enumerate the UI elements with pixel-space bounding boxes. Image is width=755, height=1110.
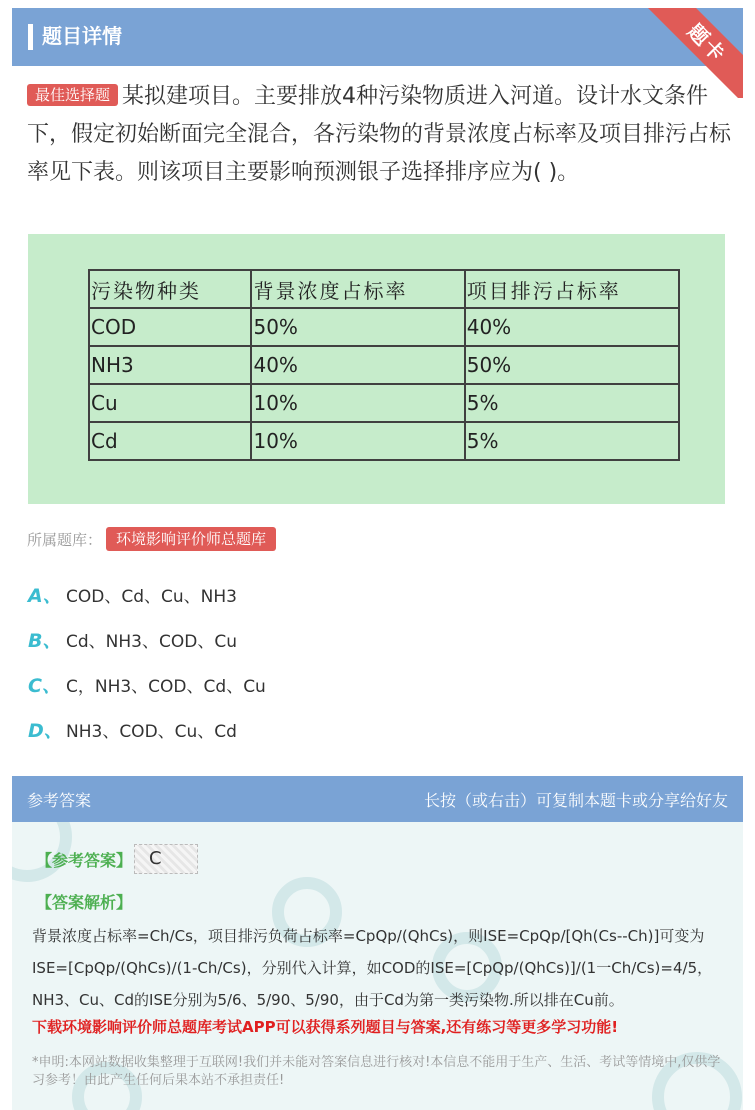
table-row [89,384,679,422]
answer-image [134,844,198,874]
page-header [12,8,743,66]
option-a[interactable] [28,579,237,609]
disclaimer-text: *申明:本网站数据收集整理于互联网!我们并未能对答案信息进行核对!本信息不能用于生产、生活、考试等情境中,仅供学习参考！由此产生任何后果本站不承担责任! [32,1055,721,1088]
option-text: NH3、COD、Cu、Cd [66,721,237,742]
table-cell: 10% [251,422,464,460]
page-title: 题目详情 [42,24,122,48]
share-hint: 长按（或右击）可复制本题卡或分享给好友 [423,791,728,810]
table-cell: 50% [465,346,679,384]
answer-section-title: 参考答案 [27,791,92,810]
table-cell: 40% [465,308,679,346]
pollutant-table [88,269,680,461]
table-cell: 10% [251,384,464,422]
bank-label: 所属题库： [27,530,103,549]
option-letter: C、 [28,674,61,697]
table-cell: 40% [251,346,464,384]
table-cell: 50% [251,308,464,346]
table-header-row [89,270,679,308]
table-header-cell: 污染物种类 [89,270,251,308]
table-row [89,422,679,460]
bank-link[interactable]: 环境影响评价师总题库 [106,527,276,551]
table-cell: Cu [89,384,251,422]
question-type-badge: 最佳选择题 [27,84,118,106]
table-row [89,308,679,346]
table-header-cell: 背景浓度占标率 [251,270,464,308]
answer-section-body [12,822,743,1110]
option-letter: D、 [28,719,63,742]
option-text: COD、Cd、Cu、NH3 [66,586,237,607]
option-text: C，NH3、COD、Cd、Cu [66,676,266,697]
question-table-image [28,234,725,504]
app-download-link[interactable]: 下载环境影响评价师总题库考试APP可以获得系列题目与答案,还有练习等更多学习功能! [32,1018,619,1036]
explanation-label: 【答案解析】 [36,893,133,912]
table-cell: COD [89,308,251,346]
question-stem [27,78,732,192]
ribbon-label: 题卡 [682,18,732,68]
answer-value: C [149,848,162,869]
option-letter: B、 [28,629,62,652]
header-accent-bar [28,24,33,50]
answer-label: 【参考答案】 [36,851,133,870]
question-text: 某拟建项目。主要排放4种污染物质进入河道。设计水文条件下，假定初始断面完全混合，各污染物的背景浓度占标率及项目排污占标率见下表。则该项目主要影响预测银子选择排序应为( )。 [27,84,732,185]
option-b[interactable] [28,624,237,654]
option-c[interactable] [28,669,266,699]
table-header-cell: 项目排污占标率 [465,270,679,308]
answer-section-header [12,776,743,822]
table-row [89,346,679,384]
option-text: Cd、NH3、COD、Cu [66,631,237,652]
question-bank [27,526,276,552]
table-cell: NH3 [89,346,251,384]
explanation-text: 背景浓度占标率=Ch/Cs，项目排污负荷占标率=CpQp/(QhCs)，则ISE=CpQp/[Qh(Cs--Ch)]可变为ISE=[CpQp/(QhCs)/(1-Ch/Cs)，分别代入计算，如COD的ISE=[CpQp/(QhCs)]/(1一Ch/Cs)=4/5，NH3、Cu、Cd的ISE分别为5/6、5/90、5/90，由于Cd为第一类污染物.所以排在Cu前。 [32,927,713,1009]
option-letter: A、 [28,584,62,607]
table-cell: 5% [465,384,679,422]
table-cell: Cd [89,422,251,460]
table-cell: 5% [465,422,679,460]
option-d[interactable] [28,714,237,744]
